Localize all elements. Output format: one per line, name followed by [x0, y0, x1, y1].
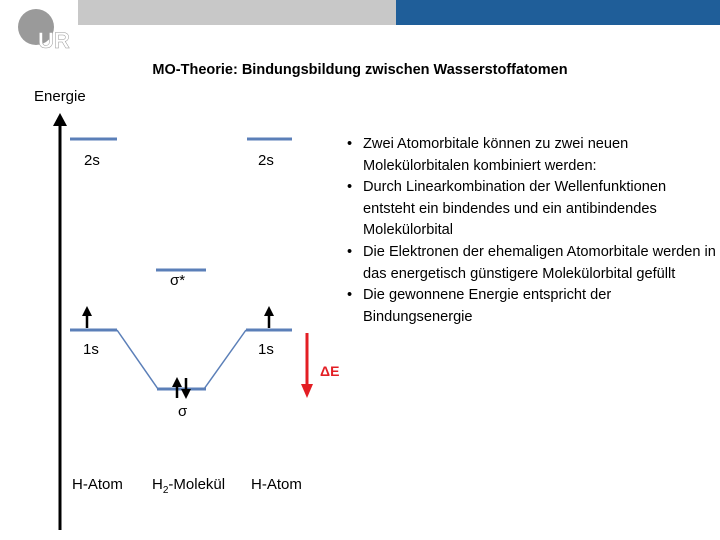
left-atom-label: H-Atom — [72, 476, 123, 493]
page-title: MO-Theorie: Bindungsbildung zwischen Wasserstoffatomen — [152, 62, 568, 78]
right-atom-label: H-Atom — [251, 476, 302, 493]
connector-right-1s-to-sigma — [204, 330, 246, 389]
bullet-item: • Durch Linearkombination der Wellenfunktionen entsteht ein bindendes und ein antibindendes Molekülorbital — [347, 177, 717, 242]
svg-text:UR: UR — [38, 28, 70, 51]
bullet-item: • Die gewonnene Energie entspricht der Bindungsenergie — [347, 285, 717, 328]
energy-axis-label: Energie — [34, 88, 86, 105]
bullet-item: • Die Elektronen der ehemaligen Atomorbitale werden in das energetisch günstigere Molekülorbital gefüllt — [347, 242, 717, 285]
sigma-label: σ — [178, 403, 188, 420]
right-1s-label: 1s — [258, 341, 274, 358]
connector-left-1s-to-sigma — [117, 330, 158, 389]
energy-axis-arrowhead — [53, 113, 67, 126]
left-2s-label: 2s — [84, 152, 100, 169]
explanation-list — [347, 134, 717, 328]
right-2s-label: 2s — [258, 152, 274, 169]
sigma-star-label: σ* — [170, 272, 186, 289]
molecule-label: $H_2$-Molekül — [152, 476, 226, 496]
delta-e-label: ΔE — [320, 363, 340, 379]
bullet-item: • Zwei Atomorbitale können zu zwei neuen Molekülorbitalen kombiniert werden: — [347, 134, 717, 177]
left-1s-label: 1s — [83, 341, 99, 358]
